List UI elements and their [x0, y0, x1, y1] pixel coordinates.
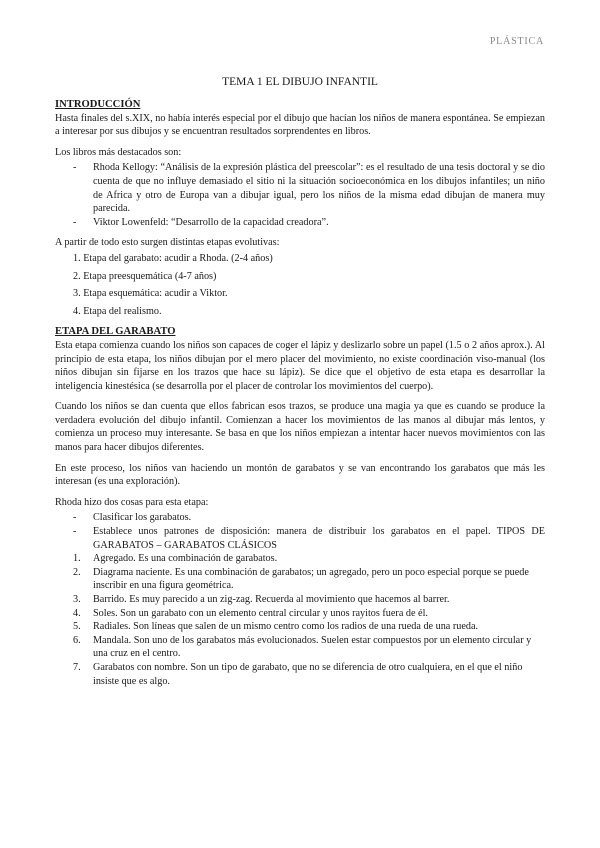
garabato-paragraph-4: Rhoda hizo dos cosas para esta etapa:	[55, 496, 209, 508]
list-text: Barrido. Es muy parecido a un zig-zag. Recuerda al movimiento que hacemos al barrer.	[93, 594, 450, 605]
list-text: Diagrama naciente. Es una combinación de garabatos; un agregado, pero un poco especial porque se puede inscribir en una figura geométrica.	[93, 566, 529, 592]
list-text: Garabatos con nombre. Son un tipo de garabato, que no se diferencia de otro cualquiera, en el que el niño insiste que es algo.	[93, 661, 523, 687]
document-body	[55, 98, 545, 688]
list-item: - Rhoda Kellogy: “Análisis de la expresión plástica del preescolar”: es el resultado de una tesis doctoral y se dio cuenta de que no influye demasiado el sitio ni la situación socioeconómica en los dibujos infantiles; un niño de Africa y otro de Europa van a dibujar igual, pero los niños de la misma edad dibujan de manera muy parecida.	[55, 161, 545, 215]
garabato-paragraph-1: Esta etapa comienza cuando los niños son capaces de coger el lápiz y deslizarlo sobre un papel (1.5 o 2 años aprox.). Al principio de esta etapa, los niños dibujan por el mero placer del movimiento, no existe coordinación viso-manual (los niños dibujan sin fijarse en los trazos que hace su lápiz). Se dice que el objetivo de esta etapa es desarrollar la inteligencia kinestésica (se desarrolla por el placer de controlar los movimientos del cuerpo).	[55, 339, 545, 392]
stages-list	[55, 252, 545, 318]
list-item: - Establece unos patrones de disposición: manera de distribuir los garabatos en el papel. TIPOS DE GARABATOS – GARABATOS CLÁSICOS	[55, 525, 545, 552]
list-item	[55, 566, 545, 593]
tasks-list	[55, 511, 545, 552]
list-number: 4.	[73, 607, 81, 619]
list-number: 1.	[73, 553, 81, 565]
intro-paragraph-2: Los libros más destacados son:	[55, 146, 182, 158]
list-number: 5.	[73, 621, 81, 633]
list-number: 7.	[73, 661, 81, 673]
list-item	[55, 620, 545, 634]
list-item: - Viktor Lowenfeld: “Desarrollo de la capacidad creadora”.	[55, 216, 545, 230]
list-item	[55, 661, 545, 688]
list-text: Radiales. Son líneas que salen de un mismo centro como los radios de una rueda de una rueda.	[93, 621, 479, 633]
list-item	[55, 634, 545, 661]
intro-heading: INTRODUCCIÓN	[55, 99, 141, 110]
list-text: Soles. Son un garabato con un elemento central circular y unos rayitos fuera de él.	[93, 607, 428, 619]
list-item	[55, 607, 545, 621]
intro-paragraph-1: Hasta finales del s.XIX, no había interés especial por el dibujo que hacían los niños de manera espontánea. Se empiezan a interesar por sus dibujos y se encuentran resultados sorprendentes en libros.	[55, 112, 545, 138]
list-number: 6.	[73, 634, 81, 646]
intro-paragraph-3: A partir de todo esto surgen distintas etapas evolutivas:	[55, 237, 280, 249]
section-tag: PLÁSTICA	[489, 36, 544, 47]
list-item: - Clasificar los garabatos.	[55, 511, 545, 525]
list-item: 3. Etapa esquemática: acudir a Viktor.	[73, 288, 228, 300]
list-text: Mandala. Son uno de los garabatos más evolucionados. Suelen estar compuestos por un elemento circular y una cruz en el centro.	[93, 634, 532, 660]
scribble-types-list	[55, 552, 545, 688]
list-item: 2. Etapa preesquemática (4-7 años)	[73, 270, 217, 282]
garabato-paragraph-2: Cuando los niños se dan cuenta que ellos fabrican esos trazos, se produce una magia ya que es cuando se produce la verdadera evolución del dibujo infantil. Comienzan a hacer los movimientos de las manos al dibujar más lentos, y comienza un proceso muy interesante. Se basa en que los niños empiezan a intentar hacer nuevos movimientos con las manos para hacer dibujos diferentes.	[55, 401, 545, 454]
list-number: 2.	[73, 566, 81, 578]
list-text: Agregado. Es una combinación de garabatos.	[93, 553, 278, 565]
page-title: TEMA 1 EL DIBUJO INFANTIL	[222, 76, 378, 88]
list-number: 3.	[73, 594, 81, 605]
list-item	[55, 552, 545, 566]
list-item: 4. Etapa del realismo.	[73, 305, 162, 317]
list-item	[55, 593, 545, 607]
garabato-paragraph-3: En este proceso, los niños van haciendo un montón de garabatos y se van encontrando los garabatos que más les interesan (es una exploración).	[55, 462, 545, 488]
books-list	[55, 161, 545, 229]
garabato-heading: ETAPA DEL GARABATO	[55, 326, 176, 338]
list-item: 1. Etapa del garabato: acudir a Rhoda. (2-4 años)	[73, 252, 273, 264]
